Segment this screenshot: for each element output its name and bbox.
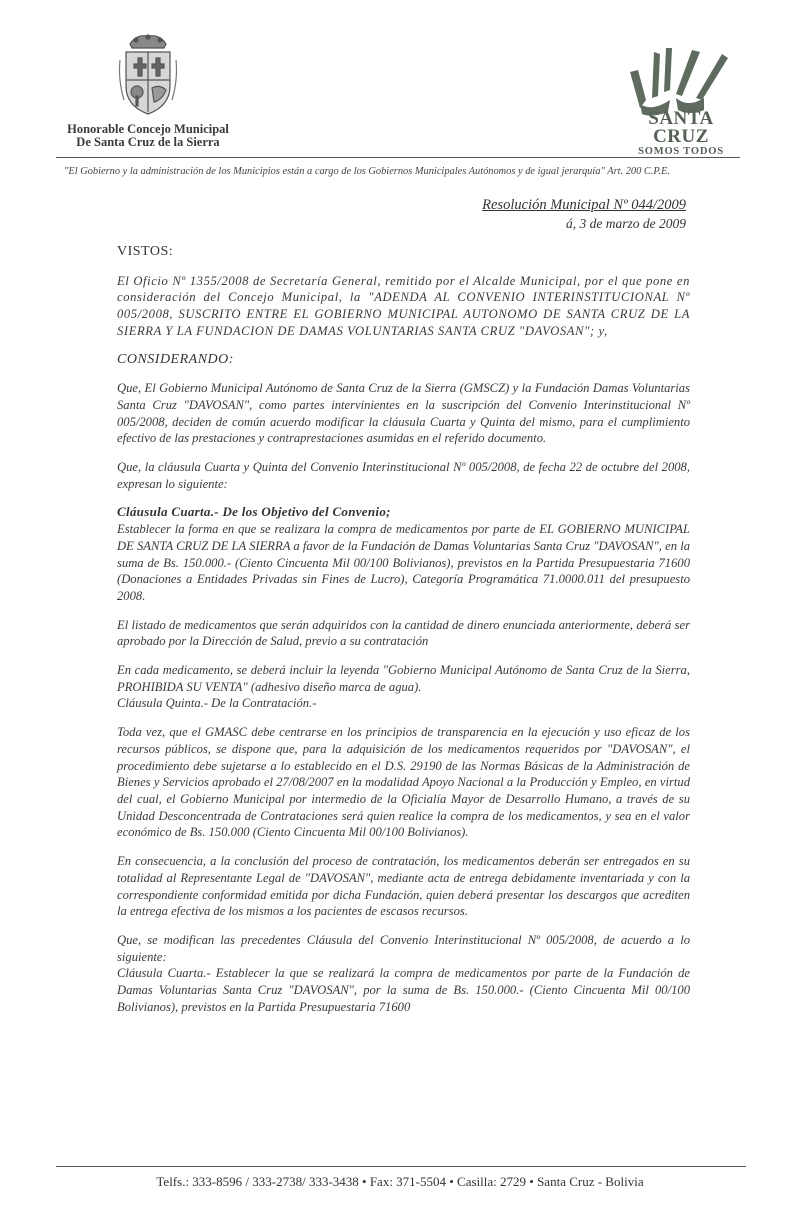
header-divider bbox=[56, 157, 740, 158]
vistos-heading: VISTOS: bbox=[117, 244, 174, 259]
paragraph-2: Que, la cláusula Cuarta y Quinta del Convenio Interinstitucional Nº 005/2008, de fecha 22 de octubre del 2008, expresan lo siguiente: bbox=[117, 460, 690, 491]
footer-contact: Telfs.: 333-8596 / 333-2738/ 333-3438 • Fax: 371-5504 • Casilla: 2729 • Santa Cruz - Bolivia bbox=[156, 1174, 644, 1189]
constitution-quote: "El Gobierno y la administración de los Municipios están a cargo de los Gobiernos Municipales Autónomos y de igual jerarquía" Art. 200 C.P.E. bbox=[64, 166, 670, 177]
paragraph-7: En consecuencia, a la conclusión del proceso de contratación, los medicamentos deberán ser entregados en su totalidad al Representante Legal de "DAVOSAN", mediante acta de entrega debidamente inventariada y con la correspondiente conformidad emitida por dicha Fundación, quien deberá presentar los descargos que acrediten la entrega efectiva de los mismos a los pacientes de escasos recursos. bbox=[117, 854, 690, 919]
council-emblem-block bbox=[58, 30, 238, 149]
clause-4-heading: Cláusula Cuarta.- De los Objetivo del Convenio; bbox=[117, 504, 391, 520]
paragraph-6: Toda vez, que el GMASC debe centrarse en los principios de transparencia en la ejecución y uso eficaz de los recursos públicos, se dispone que, para la adquisición de los medicamentos requeridos por "DAVOSAN", el procedimiento debe sujetarse a lo establecido en el D.S. 29190 de las Normas Básicas de la Administración de Bienes y Servicios aprobado el 27/08/2007 en la modalidad Apoyo Nacional a la Producción y Empleo, en virtud del cual, el Gobierno Municipal por intermedio de la Oficialía Mayor de Desarrollo Humano, a través de su Unidad Desconcentrada de Contrataciones será quien realice la compra de los medicamentos, y sea en el valor económico de Bs. 150.000 (Ciento Cincuenta Mil 00/100 Bolivianos). bbox=[117, 725, 690, 840]
clause-5-line: Cláusula Quinta.- De la Contratación.- bbox=[117, 696, 317, 711]
vistos-paragraph: El Oficio Nº 1355/2008 de Secretaría General, remitido por el Alcalde Municipal, por el que pone en consideración del Concejo Municipal, la "ADENDA AL CONVENIO INTERINSTITUCIONAL Nº 005/2008, SUSCRITO ENTRE EL GOBIERNO MUNICIPAL AUTONOMO DE SANTA CRUZ DE LA SIERRA Y LA FUNDACION DE DAMAS VOLUNTARIAS SANTA CRUZ "DAVOSAN"; y, bbox=[117, 273, 690, 338]
footer-divider bbox=[56, 1166, 746, 1167]
council-name-line2: De Santa Cruz de la Sierra bbox=[76, 135, 220, 149]
paragraph-9: Cláusula Cuarta.- Establecer la que se realizará la compra de medicamentos por parte de la Fundación de Damas Voluntarias Santa Cruz "DAVOSAN", por la suma de Bs. 150.000.- (Ciento Cincuenta Mil 00/100 Bolivianos), previstos en la Partida Presupuestaria 71600 bbox=[117, 966, 690, 1014]
logo-name: SANTA CRUZ bbox=[648, 108, 714, 147]
council-name-line1: Honorable Concejo Municipal bbox=[67, 122, 229, 136]
paragraph-5: En cada medicamento, se deberá incluir la leyenda "Gobierno Municipal Autónomo de Santa Cruz de la Sierra, PROHIBIDA SU VENTA" (adhesivo diseño marca de agua). bbox=[117, 663, 690, 694]
paragraph-3: Establecer la forma en que se realizara la compra de medicamentos por parte de EL GOBIERNO MUNICIPAL DE SANTA CRUZ DE LA SIERRA a favor de la Fundación de Damas Voluntarias Santa Cruz "DAVOSAN", en la suma de Bs. 150.000.- (Ciento Cincuenta Mil 00/100 Bolivianos), previstos en la Partida Presupuestaria 71600 (Donaciones a Entidades Privadas sin Fines de Lucro), Categoría Programática 71.0000.011 del presupuesto 2008. bbox=[117, 522, 690, 603]
resolution-block bbox=[400, 196, 686, 232]
paragraph-1: Que, El Gobierno Municipal Autónomo de Santa Cruz de la Sierra (GMSCZ) y la Fundación Damas Voluntarias Santa Cruz "DAVOSAN", como partes intervinientes en la suscripción del Convenio Interinstitucional Nº 005/2008, deciden de común acuerdo modificar la cláusula Cuarta y Quinta del mismo, para el cumplimiento efectivo de las prestaciones y contraprestaciones asumidas en el referido documento. bbox=[117, 381, 690, 446]
santa-cruz-logo-text bbox=[626, 110, 736, 158]
paragraph-8: Que, se modifican las precedentes Cláusula del Convenio Interinstitucional Nº 005/2008, de acuerdo a lo siguiente: bbox=[117, 932, 690, 964]
coat-of-arms-icon bbox=[116, 30, 180, 118]
paragraph-4: El listado de medicamentos que serán adquiridos con la cantidad de dinero enunciada anteriormente, deberá ser aprobado por la Dirección de Salud, previo a su contratación bbox=[117, 617, 690, 649]
resolution-date: á, 3 de marzo de 2009 bbox=[566, 216, 686, 231]
logo-tagline: SOMOS TODOS bbox=[638, 146, 724, 157]
document-body bbox=[117, 244, 690, 1027]
resolution-title: Resolución Municipal Nº 044/2009 bbox=[482, 197, 686, 213]
considerando-heading: CONSIDERANDO: bbox=[117, 351, 234, 367]
